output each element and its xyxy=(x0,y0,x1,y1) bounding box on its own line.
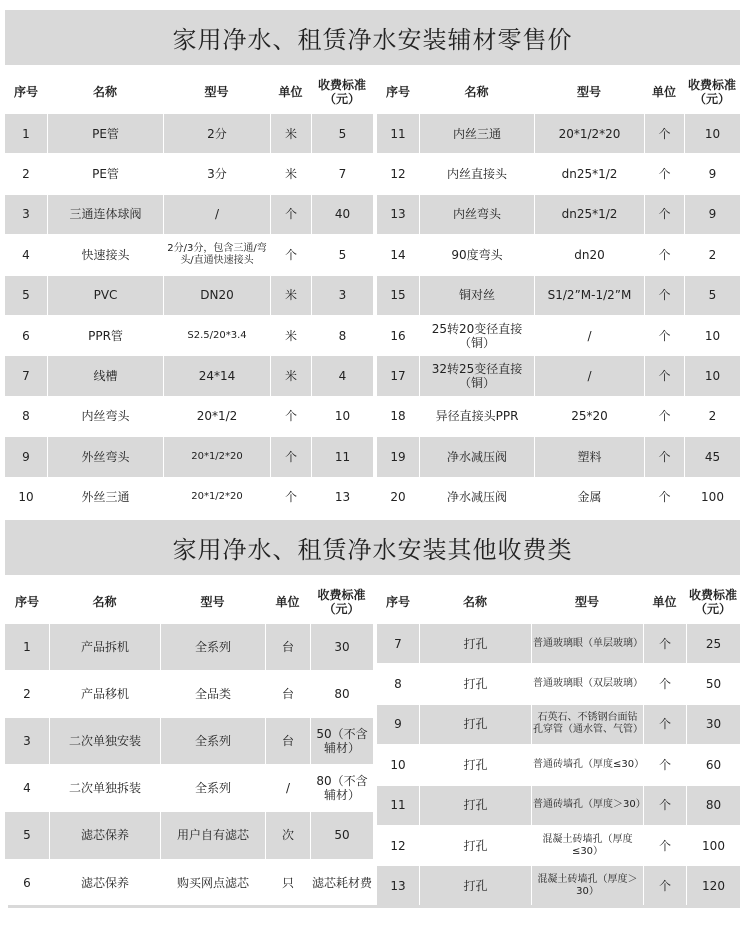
table-cell: 米 xyxy=(270,113,311,153)
table-cell: 个 xyxy=(270,477,311,517)
table-cell: 台 xyxy=(265,623,310,670)
table-cell: 铜对丝 xyxy=(419,275,534,315)
table-cell: 4 xyxy=(5,764,49,811)
table-cell: 2分 xyxy=(163,113,270,153)
table-cell: 11 xyxy=(311,436,373,476)
table-cell: 个 xyxy=(643,704,686,744)
table-row xyxy=(377,275,740,315)
table-cell: 混凝土砖墙孔（厚度≤30） xyxy=(531,825,643,865)
table-cell: 全系列 xyxy=(160,717,265,764)
column-header: 序号 xyxy=(385,595,410,609)
table-cell: 10 xyxy=(377,744,419,784)
table-cell: 二次单独安装 xyxy=(49,717,160,764)
table-cell: 9 xyxy=(5,436,47,476)
table-cell: 混凝土砖墙孔（厚度＞30） xyxy=(531,865,643,905)
table-cell: 3 xyxy=(311,275,373,315)
price-table-right xyxy=(377,71,740,517)
table-cell: 内丝弯头 xyxy=(419,194,534,234)
column-header: 名称 xyxy=(92,85,117,99)
table-cell: 17 xyxy=(377,355,419,395)
table-cell: 个 xyxy=(644,234,684,274)
table-cell: 40 xyxy=(311,194,373,234)
table-cell: 24*14 xyxy=(163,355,270,395)
table-cell: 80 xyxy=(310,670,373,717)
table-cell: 个 xyxy=(644,396,684,436)
table-row xyxy=(5,477,373,517)
table-cell: PPR管 xyxy=(47,315,163,355)
column-header: 单位 xyxy=(652,595,677,609)
table-cell: 打孔 xyxy=(419,825,531,865)
table-cell: 个 xyxy=(644,113,684,153)
table-cell: dn20 xyxy=(534,234,644,274)
column-header: 收费标准 （元） xyxy=(688,588,737,616)
table-row xyxy=(377,396,740,436)
table-cell: / xyxy=(534,315,644,355)
table-header-row xyxy=(5,71,373,113)
table-cell: 快速接头 xyxy=(47,234,163,274)
table-cell: 5 xyxy=(311,113,373,153)
table-cell: 米 xyxy=(270,153,311,193)
table-cell: 金属 xyxy=(534,477,644,517)
table-cell: 购买网点滤芯 xyxy=(160,859,265,906)
column-header: 型号 xyxy=(200,595,225,609)
table-row xyxy=(377,663,740,703)
table-cell: 6 xyxy=(5,859,49,906)
table-row xyxy=(5,355,373,395)
table-cell: S1/2”M-1/2”M xyxy=(534,275,644,315)
table-cell: 个 xyxy=(643,744,686,784)
column-header: 型号 xyxy=(204,85,229,99)
table-cell: 10 xyxy=(684,355,740,395)
table-cell: 8 xyxy=(311,315,373,355)
table-cell: 2 xyxy=(684,234,740,274)
table-cell: 个 xyxy=(270,396,311,436)
table-cell: 2 xyxy=(5,153,47,193)
table-row xyxy=(5,396,373,436)
column-header: 序号 xyxy=(14,595,39,609)
column-header: 收费标准 （元） xyxy=(317,588,366,616)
table-cell: 3 xyxy=(5,194,47,234)
table-cell: PE管 xyxy=(47,153,163,193)
table-header-row xyxy=(5,581,373,623)
table-cell: 80（不含辅材） xyxy=(310,764,373,811)
table-cell: 外丝弯头 xyxy=(47,436,163,476)
table-cell: DN20 xyxy=(163,275,270,315)
table-cell: 台 xyxy=(265,670,310,717)
table-cell: 只 xyxy=(265,859,310,906)
table-cell: 个 xyxy=(270,436,311,476)
table-cell: 打孔 xyxy=(419,744,531,784)
table-row xyxy=(377,865,740,905)
table-cell: 10 xyxy=(311,396,373,436)
column-header: 名称 xyxy=(92,595,117,609)
table-cell: dn25*1/2 xyxy=(534,194,644,234)
table-row xyxy=(377,355,740,395)
price-table-left xyxy=(5,71,373,517)
table-row xyxy=(5,764,373,811)
table-header-row xyxy=(377,71,740,113)
table-cell: 4 xyxy=(5,234,47,274)
table-cell: 米 xyxy=(270,355,311,395)
table-cell: / xyxy=(534,355,644,395)
table-cell: 13 xyxy=(377,865,419,905)
table-cell: / xyxy=(163,194,270,234)
table-cell: 滤芯保养 xyxy=(49,811,160,858)
table-cell: 1 xyxy=(5,623,49,670)
table-cell: 50（不含辅材） xyxy=(310,717,373,764)
table-cell: 内丝直接头 xyxy=(419,153,534,193)
bottom-divider xyxy=(8,905,740,908)
table-row xyxy=(377,194,740,234)
table-cell: 净水减压阀 xyxy=(419,477,534,517)
table-row xyxy=(5,811,373,858)
table-cell: 45 xyxy=(684,436,740,476)
table-cell: 个 xyxy=(644,194,684,234)
table-cell: 25转20变径直接（铜） xyxy=(419,315,534,355)
table-cell: 个 xyxy=(644,153,684,193)
table-cell: 5 xyxy=(311,234,373,274)
table-cell: 普通砖墙孔（厚度＞30） xyxy=(531,785,643,825)
table-cell: 18 xyxy=(377,396,419,436)
table-cell: 3 xyxy=(5,717,49,764)
table-cell: 全品类 xyxy=(160,670,265,717)
table-cell: 30 xyxy=(686,704,740,744)
table-row xyxy=(377,785,740,825)
table-cell: 个 xyxy=(644,275,684,315)
table-row xyxy=(5,275,373,315)
table-cell: 二次单独拆装 xyxy=(49,764,160,811)
table-cell: 19 xyxy=(377,436,419,476)
table-row xyxy=(377,315,740,355)
table-cell: 50 xyxy=(310,811,373,858)
table-cell: 8 xyxy=(5,396,47,436)
column-header: 序号 xyxy=(385,85,410,99)
table-row xyxy=(5,194,373,234)
table-cell: 打孔 xyxy=(419,623,531,663)
table-cell: 5 xyxy=(5,811,49,858)
table-cell: 2分/3分，包含三通/弯头/直通快速接头 xyxy=(163,234,270,274)
table-cell: 60 xyxy=(686,744,740,784)
table-cell: 次 xyxy=(265,811,310,858)
table-cell: S2.5/20*3.4 xyxy=(163,315,270,355)
table-row xyxy=(5,234,373,274)
table-cell: 80 xyxy=(686,785,740,825)
table-cell: 11 xyxy=(377,785,419,825)
table-row xyxy=(5,623,373,670)
table-row xyxy=(377,436,740,476)
table-cell: 15 xyxy=(377,275,419,315)
table-cell: 12 xyxy=(377,153,419,193)
table-cell: 5 xyxy=(684,275,740,315)
table-row xyxy=(377,623,740,663)
section-other-fees xyxy=(5,520,740,906)
table-cell: 打孔 xyxy=(419,865,531,905)
column-header: 单位 xyxy=(651,85,676,99)
table-row xyxy=(377,704,740,744)
table-cell: 个 xyxy=(643,623,686,663)
column-header: 收费标准 （元） xyxy=(317,78,366,106)
table-cell: 11 xyxy=(377,113,419,153)
table-cell: 台 xyxy=(265,717,310,764)
table-cell: 4 xyxy=(311,355,373,395)
table-cell: 滤芯保养 xyxy=(49,859,160,906)
table-cell: 9 xyxy=(684,153,740,193)
table-cell: 20*1/2 xyxy=(163,396,270,436)
table-row xyxy=(377,234,740,274)
table-row xyxy=(5,436,373,476)
table-cell: 7 xyxy=(377,623,419,663)
table-cell: 净水减压阀 xyxy=(419,436,534,476)
table-cell: 13 xyxy=(377,194,419,234)
table-cell: 9 xyxy=(684,194,740,234)
table-cell: PVC xyxy=(47,275,163,315)
table-cell: 塑料 xyxy=(534,436,644,476)
table-cell: 12 xyxy=(377,825,419,865)
table-cell: 25*20 xyxy=(534,396,644,436)
table-cell: 个 xyxy=(270,234,311,274)
section-title: 家用净水、租赁净水安装其他收费类 xyxy=(5,520,740,575)
table-cell: 20*1/2*20 xyxy=(534,113,644,153)
table-cell: 外丝三通 xyxy=(47,477,163,517)
table-cell: 7 xyxy=(5,355,47,395)
section-auxiliary-materials xyxy=(5,10,740,517)
table-cell: 线槽 xyxy=(47,355,163,395)
table-row xyxy=(377,825,740,865)
table-cell: 2 xyxy=(5,670,49,717)
table-row xyxy=(5,113,373,153)
table-cell: 个 xyxy=(644,315,684,355)
table-cell: 10 xyxy=(5,477,47,517)
table-cell: 个 xyxy=(643,865,686,905)
table-cell: 100 xyxy=(686,825,740,865)
table-header-row xyxy=(377,581,740,623)
column-header: 名称 xyxy=(464,85,489,99)
column-header: 收费标准 （元） xyxy=(687,78,736,106)
column-header: 序号 xyxy=(13,85,38,99)
table-cell: 普通玻璃眼（单层玻璃） xyxy=(531,623,643,663)
table-cell: 2 xyxy=(684,396,740,436)
table-cell: 石英石、不锈钢台面钻孔穿管（通水管、气管） xyxy=(531,704,643,744)
table-cell: 全系列 xyxy=(160,623,265,670)
table-cell: 9 xyxy=(377,704,419,744)
table-cell: 打孔 xyxy=(419,663,531,703)
table-row xyxy=(5,859,373,906)
table-cell: 50 xyxy=(686,663,740,703)
column-header: 型号 xyxy=(576,85,601,99)
table-cell: 用户自有滤芯 xyxy=(160,811,265,858)
table-row xyxy=(5,153,373,193)
table-cell: 打孔 xyxy=(419,785,531,825)
table-cell: 个 xyxy=(644,477,684,517)
table-cell: 14 xyxy=(377,234,419,274)
table-cell: PE管 xyxy=(47,113,163,153)
table-row xyxy=(377,744,740,784)
table-cell: 30 xyxy=(310,623,373,670)
table-cell: 打孔 xyxy=(419,704,531,744)
table-cell: 产品移机 xyxy=(49,670,160,717)
table-cell: / xyxy=(265,764,310,811)
table-cell: dn25*1/2 xyxy=(534,153,644,193)
table-cell: 20*1/2*20 xyxy=(163,477,270,517)
table-cell: 个 xyxy=(644,355,684,395)
table-cell: 100 xyxy=(684,477,740,517)
column-header: 单位 xyxy=(278,85,303,99)
section-title: 家用净水、租赁净水安装辅材零售价 xyxy=(5,10,740,65)
table-cell: 6 xyxy=(5,315,47,355)
table-row xyxy=(377,477,740,517)
table-cell: 个 xyxy=(643,785,686,825)
table-cell: 16 xyxy=(377,315,419,355)
table-cell: 内丝三通 xyxy=(419,113,534,153)
table-row xyxy=(5,670,373,717)
table-cell: 个 xyxy=(270,194,311,234)
table-cell: 8 xyxy=(377,663,419,703)
column-header: 名称 xyxy=(462,595,487,609)
table-cell: 个 xyxy=(643,825,686,865)
column-header: 型号 xyxy=(574,595,599,609)
table-cell: 滤芯耗材费 xyxy=(310,859,373,906)
table-cell: 异径直接头PPR xyxy=(419,396,534,436)
table-cell: 个 xyxy=(643,663,686,703)
table-cell: 普通砖墙孔（厚度≤30） xyxy=(531,744,643,784)
table-cell: 32转25变径直接（铜） xyxy=(419,355,534,395)
table-cell: 普通玻璃眼（双层玻璃） xyxy=(531,663,643,703)
fee-table-left xyxy=(5,581,373,906)
table-row xyxy=(5,315,373,355)
table-cell: 产品拆机 xyxy=(49,623,160,670)
fee-table-right xyxy=(377,581,740,906)
table-cell: 90度弯头 xyxy=(419,234,534,274)
table-cell: 10 xyxy=(684,315,740,355)
table-cell: 120 xyxy=(686,865,740,905)
table-cell: 20*1/2*20 xyxy=(163,436,270,476)
table-cell: 3分 xyxy=(163,153,270,193)
table-cell: 米 xyxy=(270,315,311,355)
table-cell: 25 xyxy=(686,623,740,663)
table-cell: 10 xyxy=(684,113,740,153)
table-row xyxy=(377,113,740,153)
table-cell: 米 xyxy=(270,275,311,315)
table-cell: 20 xyxy=(377,477,419,517)
column-header: 单位 xyxy=(275,595,300,609)
table-cell: 全系列 xyxy=(160,764,265,811)
table-cell: 7 xyxy=(311,153,373,193)
table-cell: 1 xyxy=(5,113,47,153)
table-cell: 5 xyxy=(5,275,47,315)
table-row xyxy=(377,153,740,193)
table-row xyxy=(5,717,373,764)
table-cell: 三通连体球阀 xyxy=(47,194,163,234)
table-cell: 13 xyxy=(311,477,373,517)
table-cell: 内丝弯头 xyxy=(47,396,163,436)
table-cell: 个 xyxy=(644,436,684,476)
